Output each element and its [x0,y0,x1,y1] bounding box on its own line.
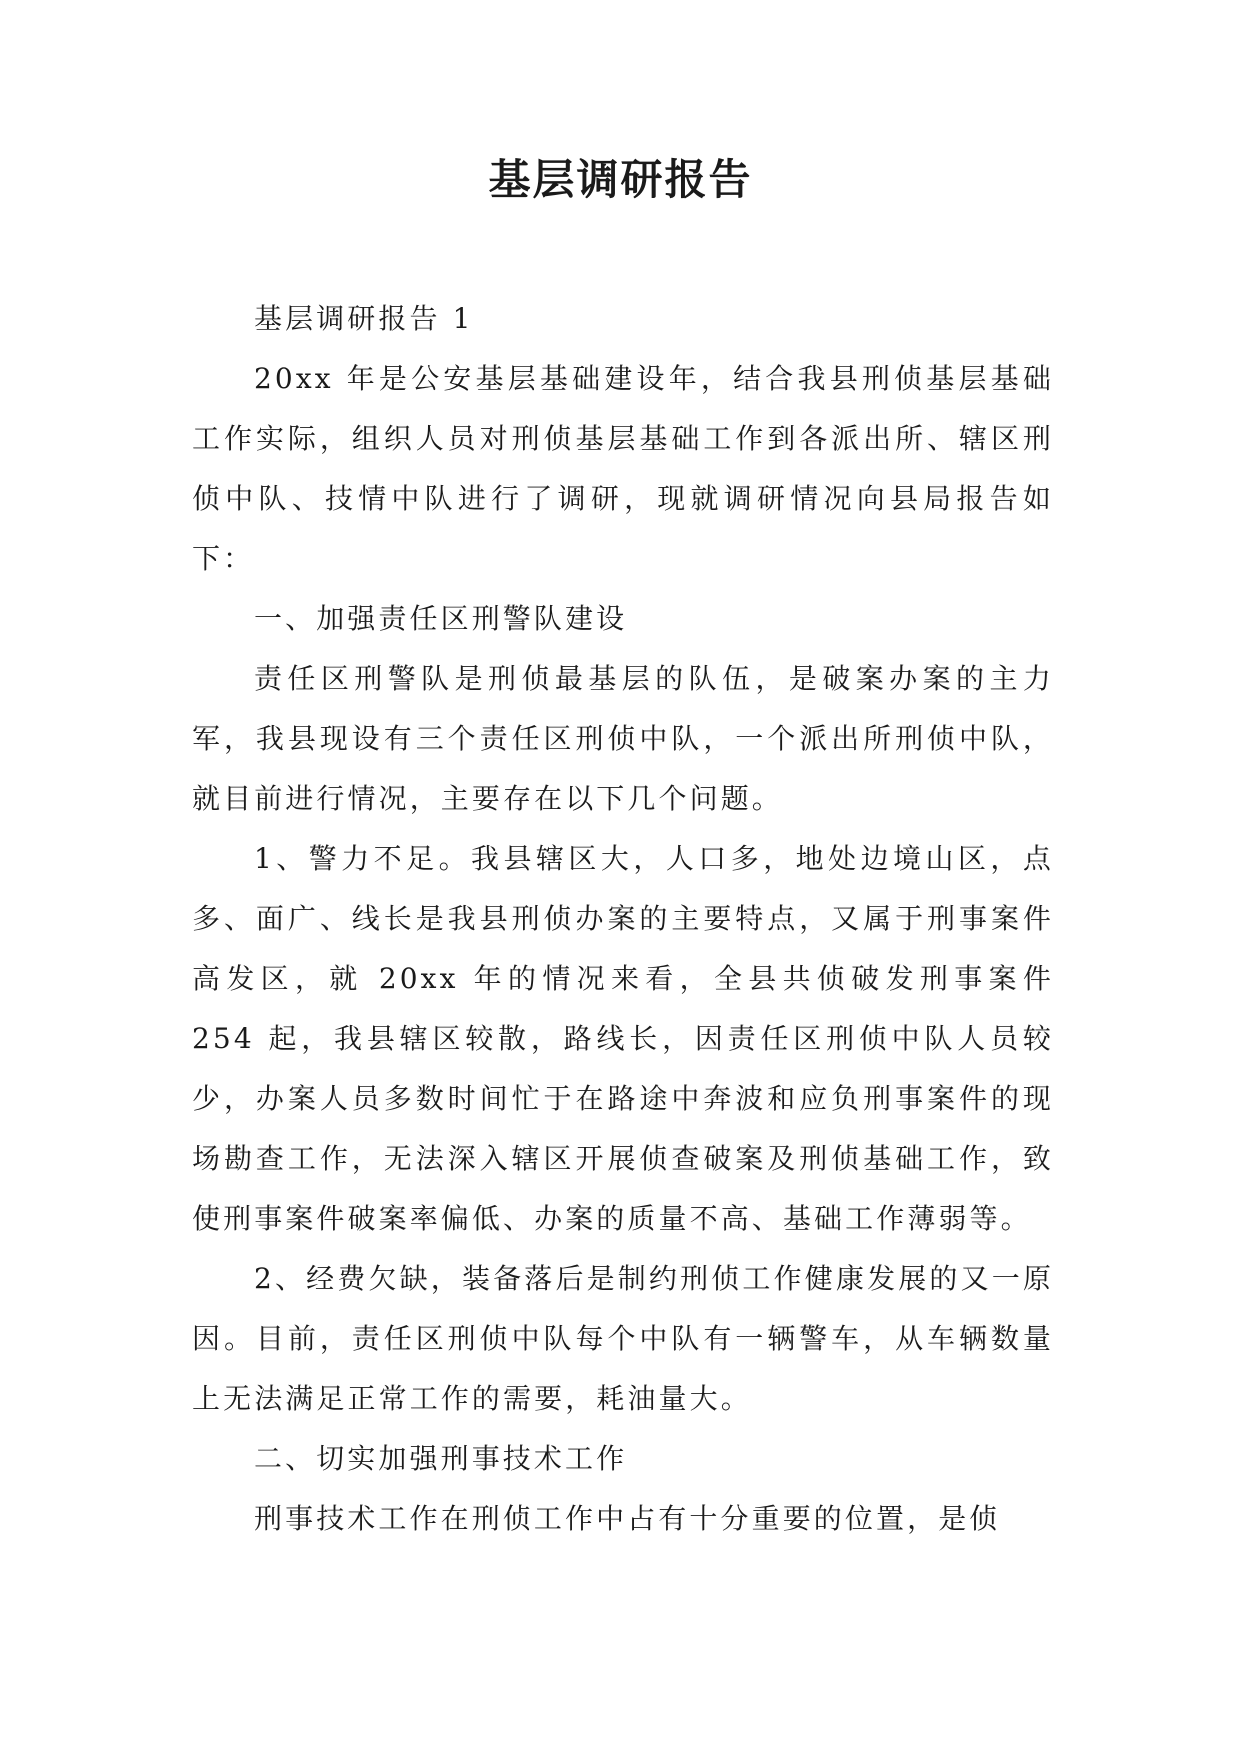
subtitle-paragraph: 基层调研报告 1 [254,302,474,335]
section-heading-2: 二、切实加强刑事技术工作 [254,1442,628,1475]
intro-paragraph: 20xx 年是公安基层基础建设年，结合我县刑侦基层基础工作实际，组织人员对刑侦基层基础工作到各派出所、辖区刑侦中队、技情中队进行了调研，现就调研情况向县局报告如下： [192,362,1054,575]
section-heading-1: 一、加强责任区刑警队建设 [254,602,628,635]
point-1-paragraph: 1、警力不足。我县辖区大，人口多，地处边境山区，点多、面广、线长是我县刑侦办案的主要特点，又属于刑事案件高发区，就 20xx 年的情况来看，全县共侦破发刑事案件 254 起，我县辖区较散，路线长，因责任区刑侦中队人员较少，办案人员多数时间忙于在路途中奔波和应负刑事案件的现场勘查工作，无法深入辖区开展侦查破案及刑侦基础工作，致使刑事案件破案率偏低、办案的质量不高、基础工作薄弱等。 [192,842,1054,1235]
document-body [192,289,1054,1549]
document-title: 基层调研报告 [488,155,753,204]
section-2-paragraph: 刑事技术工作在刑侦工作中占有十分重要的位置，是侦 [254,1502,1001,1535]
section-1-paragraph: 责任区刑警队是刑侦最基层的队伍，是破案办案的主力军，我县现设有三个责任区刑侦中队，一个派出所刑侦中队，就目前进行情况，主要存在以下几个问题。 [192,662,1054,815]
point-2-paragraph: 2、经费欠缺，装备落后是制约刑侦工作健康发展的又一原因。目前，责任区刑侦中队每个中队有一辆警车，从车辆数量上无法满足正常工作的需要，耗油量大。 [192,1262,1054,1415]
